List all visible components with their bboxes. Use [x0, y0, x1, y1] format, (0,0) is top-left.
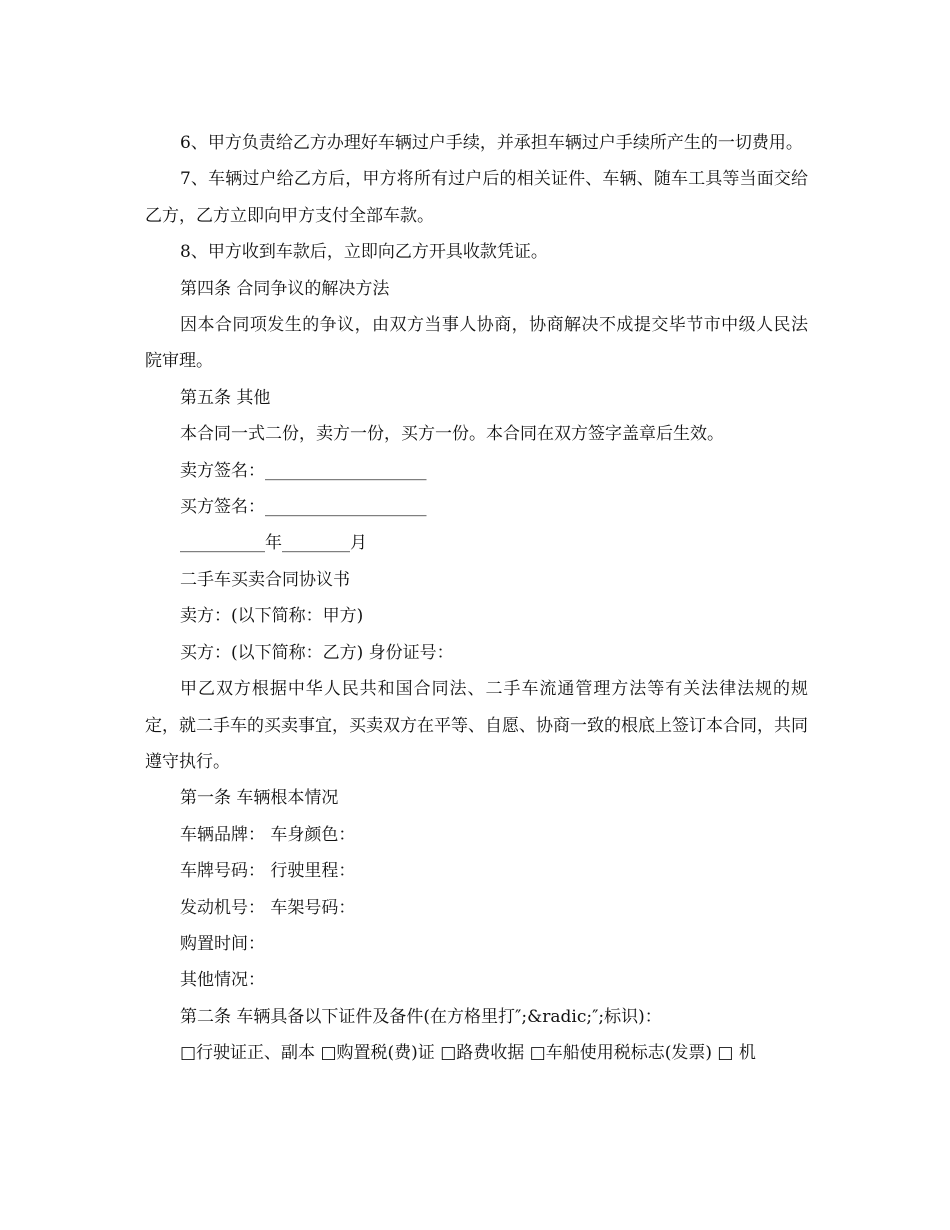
other-info-line: 其他情况：	[180, 970, 265, 991]
article-2-heading: 第二条 车辆具备以下证件及备件(在方格里打″;&radic;″;标识)：	[180, 1006, 662, 1027]
seller-signature-line: 卖方签名：___________________	[180, 460, 427, 481]
buyer-signature-line: 买方签名：___________________	[180, 497, 427, 518]
article-5-text: 本合同一式二份，卖方一份，买方一份。本合同在双方签字盖章后生效。	[180, 424, 724, 445]
preamble-text: 甲乙双方根据中华人民共和国合同法、二手车流通管理方法等有关法律法规的规定，就二手车的买卖事宜，买卖双方在平等、自愿、协商一致的根底上签订本合同，共同遵守执行。	[145, 679, 808, 772]
purchase-time-line: 购置时间：	[180, 933, 265, 954]
contract-title: 二手车买卖合同协议书	[180, 569, 350, 590]
engine-frame-line: 发动机号： 车架号码：	[180, 897, 356, 918]
documents-checklist-line: □行驶证正、副本 □购置税(费)证 □路费收据 □车船使用税标志(发票) □ 机	[180, 1043, 756, 1064]
clause-6: 6、甲方负责给乙方办理好车辆过户手续，并承担车辆过户手续所产生的一切费用。	[180, 133, 803, 153]
buyer-party-line: 买方：(以下简称：乙方) 身份证号：	[180, 642, 454, 663]
article-1-heading: 第一条 车辆根本情况	[180, 788, 339, 809]
vehicle-brand-color-line: 车辆品牌： 车身颜色：	[180, 824, 356, 845]
seller-party-line: 卖方：(以下简称：甲方)	[180, 606, 364, 627]
document-body	[145, 125, 808, 1072]
article-4-text: 因本合同项发生的争议，由双方当事人协商，协商解决不成提交毕节市中级人民法院审理。	[145, 315, 808, 372]
clause-7: 7、车辆过户给乙方后，甲方将所有过户后的相关证件、车辆、随车工具等当面交给乙方，乙方立即向甲方支付全部车款。	[145, 169, 808, 226]
article-4-heading: 第四条 合同争议的解决方法	[180, 278, 390, 299]
date-line: __________年________月	[180, 533, 367, 554]
plate-mileage-line: 车牌号码： 行驶里程：	[180, 861, 356, 882]
clause-8: 8、甲方收到车款后，立即向乙方开具收款凭证。	[180, 242, 548, 263]
article-5-heading: 第五条 其他	[180, 387, 271, 408]
